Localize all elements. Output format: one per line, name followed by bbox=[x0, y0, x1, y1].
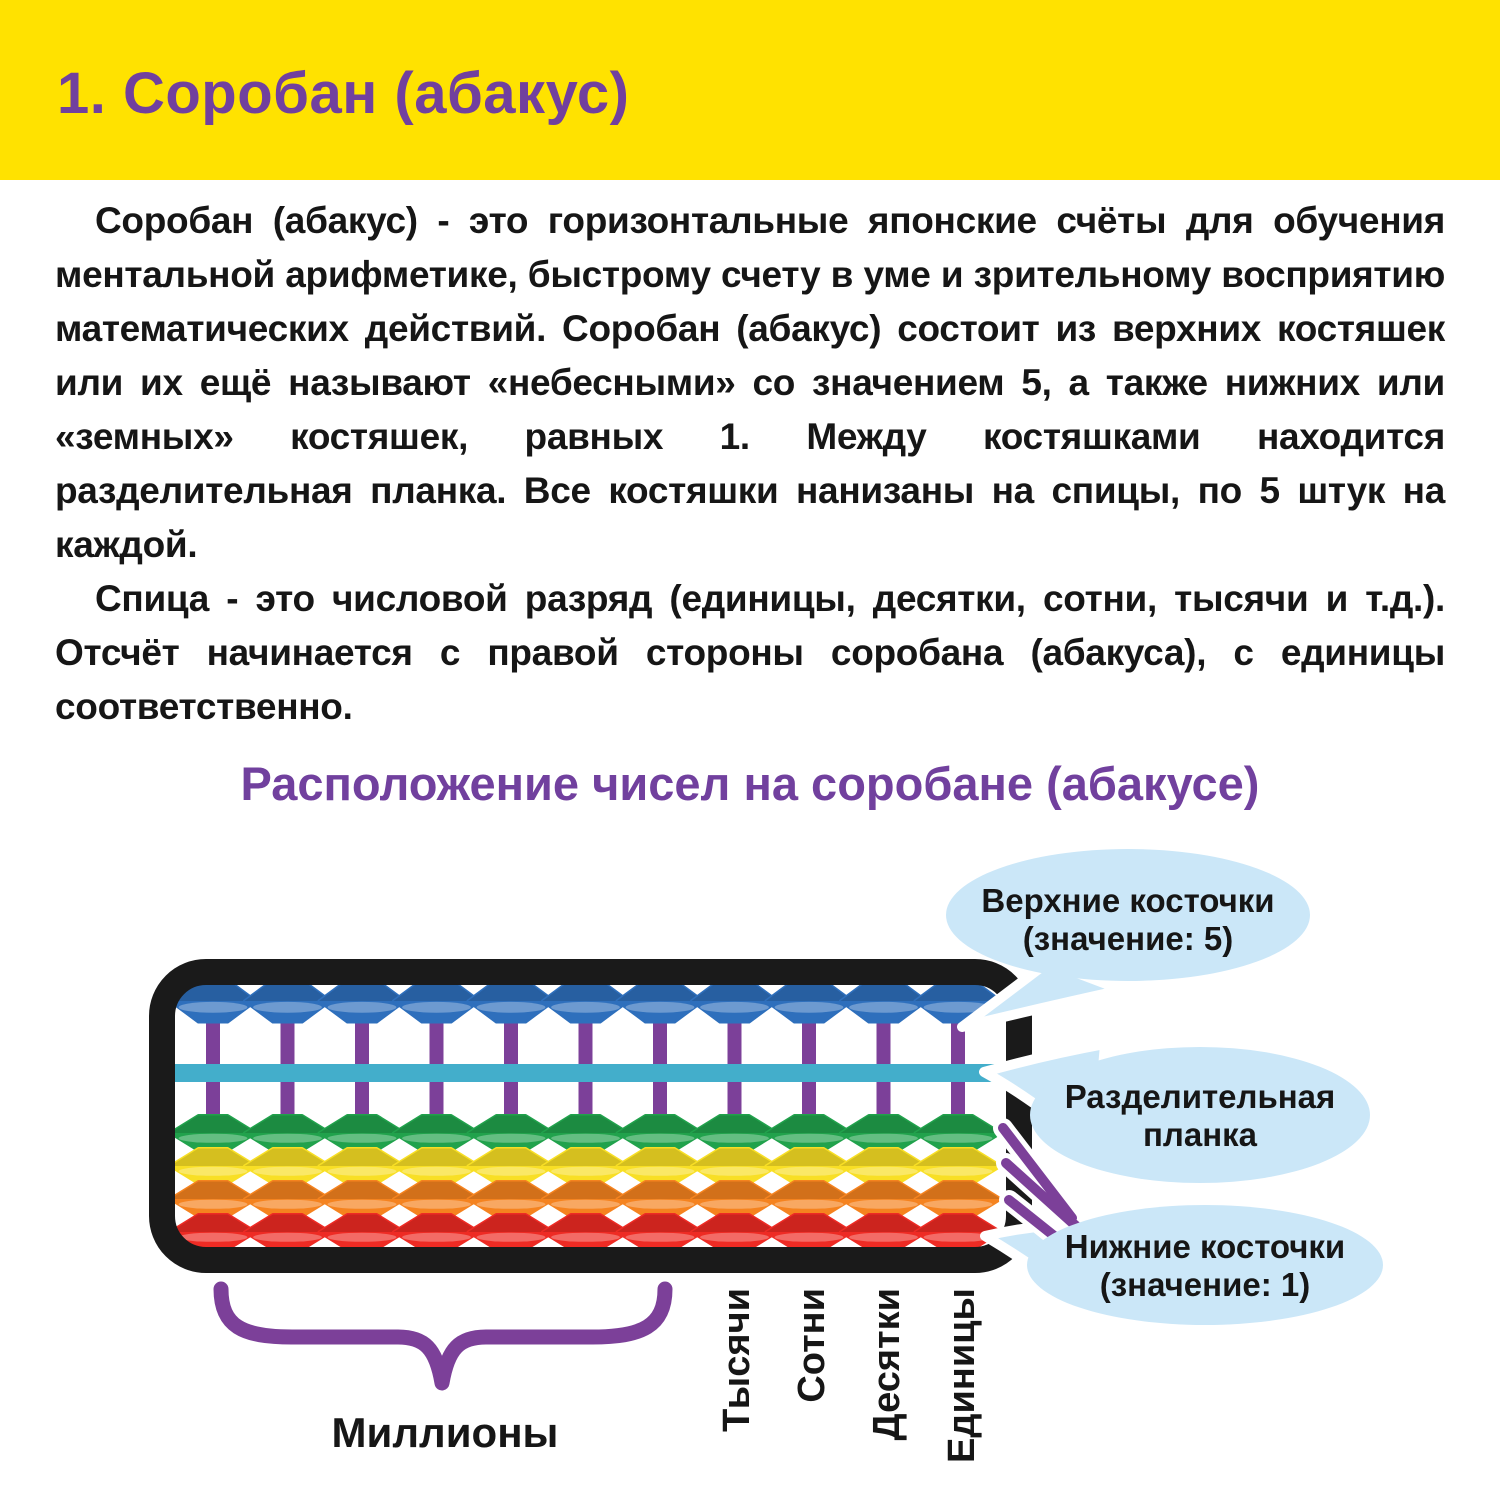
beads bbox=[170, 980, 1001, 1250]
column-label-tens: Десятки bbox=[866, 1288, 908, 1441]
bead bbox=[915, 1116, 1001, 1151]
abacus-diagram bbox=[0, 840, 1500, 1500]
bead bbox=[915, 1149, 1001, 1184]
callout-upper-line2: (значение: 5) bbox=[1022, 920, 1234, 957]
callout-upper-line1: Верхние косточки bbox=[981, 882, 1275, 919]
diagram-heading: Расположение чисел на соробане (абакусе) bbox=[240, 757, 1260, 810]
body-paragraph-1: Соробан (абакус) - это горизонтальные японские счёты для обучения ментальной арифметике, быстрому счету в уме и зрительному восприятию математических действий. Соробан (абакус) состоит из верхних костяшек или их ещё называют «небесными» со значением 5, а также нижних или «земных» костяшек, равных 1. Между костяшками находится разделительная планка. Все костяшки нанизаны на спицы, по 5 штук на каждой. bbox=[55, 200, 1445, 565]
column-label-hundreds: Сотни bbox=[791, 1288, 833, 1403]
callout-bubble-lower bbox=[1027, 1205, 1383, 1325]
millions-brace bbox=[221, 1289, 665, 1383]
callout-bar-line2: планка bbox=[1142, 1116, 1258, 1153]
callout-lower-line1: Нижние косточки bbox=[1064, 1228, 1346, 1265]
callout-bar-line1: Разделительная bbox=[1064, 1078, 1336, 1115]
callout-bubble-bar bbox=[1030, 1047, 1370, 1183]
callout-lower-line2: (значение: 1) bbox=[1099, 1266, 1311, 1303]
column-label-units: Единицы bbox=[941, 1288, 983, 1463]
body-text bbox=[55, 194, 1445, 734]
separator-bar bbox=[166, 1064, 1008, 1082]
bead bbox=[915, 1182, 1001, 1217]
millions-label: Миллионы bbox=[331, 1409, 559, 1456]
column-label-thousands: Тысячи bbox=[716, 1288, 758, 1432]
body-paragraph-2: Спица - это числовой разряд (единицы, десятки, сотни, тысячи и т.д.). Отсчёт начинается с правой стороны соробана (абакуса), с единицы соответственно. bbox=[55, 578, 1445, 727]
page-title: 1. Соробан (абакус) bbox=[57, 61, 630, 126]
